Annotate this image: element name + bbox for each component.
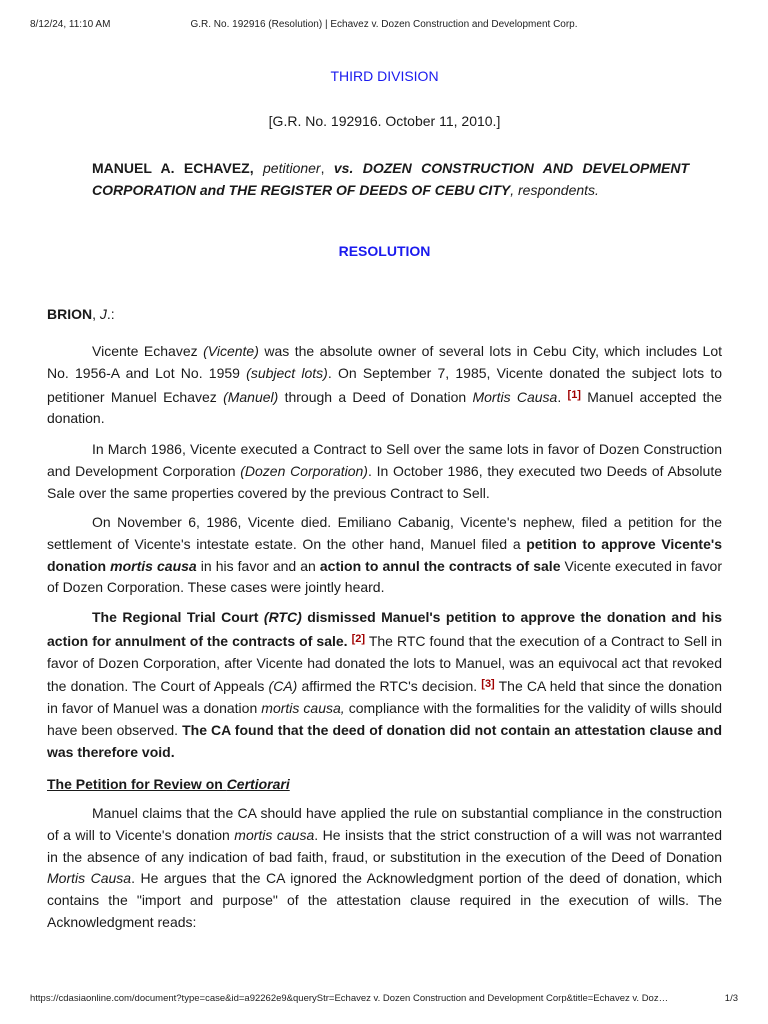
text: . He argues that the CA ignored the Acknowledgment portion of the deed of donation, which contains the "import and purpose" of the attestation clause required in the execution of wills. The Acknowledgment reads: xyxy=(47,870,722,930)
section-heading xyxy=(47,776,290,792)
text: compliance with the formalities for the validity of wills should have been observed. xyxy=(47,700,722,738)
text-bold: petition to approve Vicente's donation xyxy=(47,535,722,574)
text: in his favor and an xyxy=(196,557,320,574)
page-number: 1/3 xyxy=(724,993,738,1004)
text-italic: mortis causa, xyxy=(261,700,345,717)
text: Vicente Echavez xyxy=(92,343,204,359)
text: through a Deed of Donation xyxy=(278,388,473,405)
text-bold: action to annul the contracts of sale xyxy=(319,557,561,574)
ponente-sep: , xyxy=(92,306,100,322)
case-parties xyxy=(92,157,689,201)
petitioner-name: MANUEL A. ECHAVEZ, xyxy=(92,160,254,176)
text: The RTC found that the execution of a Contract to Sell in favor of Dozen Corporation, after Vicente had donated the lots to Manuel, was an equivocal act that revoked the donation. The Court of Appeals xyxy=(47,632,722,695)
heading-text-italic: Certiorari xyxy=(226,776,290,792)
text: . xyxy=(557,388,568,405)
text: was the absolute owner of several lots in Cebu City, which includes Lot No. 1956-A and Lot No. 1959 xyxy=(47,343,722,381)
footnote-link-2[interactable]: [2] xyxy=(351,632,366,645)
text-bold-italic: mortis causa xyxy=(110,557,197,574)
text: Manuel accepted the donation. xyxy=(47,388,723,427)
text: The CA held that since the donation in favor of Manuel was a donation xyxy=(47,678,722,717)
text: On November 6, 1986, Vicente died. Emiliano Cabanig, Vicente's nephew, filed a petition for the settlement of Vicente's intestate estate. On the other hand, Manuel filed a xyxy=(47,514,722,552)
text: affirmed the RTC's decision. xyxy=(297,678,482,695)
text-italic: (Manuel) xyxy=(223,388,279,405)
paragraph-3 xyxy=(47,512,722,599)
paragraph-4 xyxy=(47,607,722,764)
paragraph-1 xyxy=(47,341,722,430)
print-timestamp: 8/12/24, 11:10 AM xyxy=(30,19,111,30)
ponente xyxy=(47,306,115,322)
text: . He insists that the strict construction of a will was not warranted in the absence of any indication of bad faith, fraud, or substitution in the execution of the Deed of Donation xyxy=(47,826,723,865)
ponente-end: .: xyxy=(106,306,115,322)
text-italic: (CA) xyxy=(268,678,298,695)
text: . In October 1986, they executed two Deeds of Absolute Sale over the same properties covered by the previous Contract to Sell. xyxy=(47,462,722,501)
resolution-title: RESOLUTION xyxy=(338,243,431,259)
text-bold: The CA found that the deed of donation did not contain an attestation clause and was therefore void. xyxy=(47,721,723,760)
text: In March 1986, Vicente executed a Contract to Sell over the same lots in favor of Dozen Construction and Development Corporation xyxy=(47,441,722,479)
text-italic: (Vicente) xyxy=(203,343,259,359)
print-page-title: G.R. No. 192916 (Resolution) | Echavez v. Dozen Construction and Development Corp. xyxy=(190,19,578,30)
heading-text: The Petition for Review on xyxy=(47,776,227,792)
ponente-name: BRION xyxy=(47,306,93,322)
ponente-title: J xyxy=(99,306,107,322)
text: . On September 7, 1985, Vicente donated the subject lots to petitioner Manuel Echavez xyxy=(47,364,723,405)
text: Manuel claims that the CA should have applied the rule on substantial compliance in the construction of a will to Vicente's donation xyxy=(47,805,722,843)
text-italic: (Dozen Corporation) xyxy=(240,462,368,479)
text-italic: (subject lots) xyxy=(246,364,328,381)
paragraph-2 xyxy=(47,439,722,504)
parties-separator: , xyxy=(320,160,334,176)
petitioner-role: petitioner xyxy=(253,160,321,176)
text-italic: mortis causa xyxy=(234,826,315,843)
footnote-link-1[interactable]: [1] xyxy=(567,388,581,401)
text-bold: The Regional Trial Court xyxy=(92,609,264,625)
text-bold-italic: (RTC) xyxy=(263,609,302,625)
footnote-link-3[interactable]: [3] xyxy=(481,678,495,691)
case-number: [G.R. No. 192916. October 11, 2010.] xyxy=(268,113,501,129)
text: Vicente executed in favor of Dozen Corporation. These cases were jointly heard. xyxy=(47,557,722,596)
paragraph-5 xyxy=(47,803,722,934)
respondents-names: vs. DOZEN CONSTRUCTION AND DEVELOPMENT CORPORATION and THE REGISTER OF DEEDS OF CEBU CITY xyxy=(92,160,690,198)
text-bold: dismissed Manuel's petition to approve the donation and his action for annulment of the contracts of sale. xyxy=(47,609,722,649)
print-url: https://cdasiaonline.com/document?type=case&id=a92262e9&queryStr=Echavez v. Dozen Construction and Development Corp&title=Echavez v. Doz… xyxy=(30,993,669,1004)
text-italic: Mortis Causa xyxy=(472,388,558,405)
text-italic: Mortis Causa xyxy=(47,870,132,887)
print-header xyxy=(30,19,738,33)
respondents-role: , respondents. xyxy=(510,182,599,198)
division-title: THIRD DIVISION xyxy=(330,68,439,84)
print-footer xyxy=(30,993,738,1007)
